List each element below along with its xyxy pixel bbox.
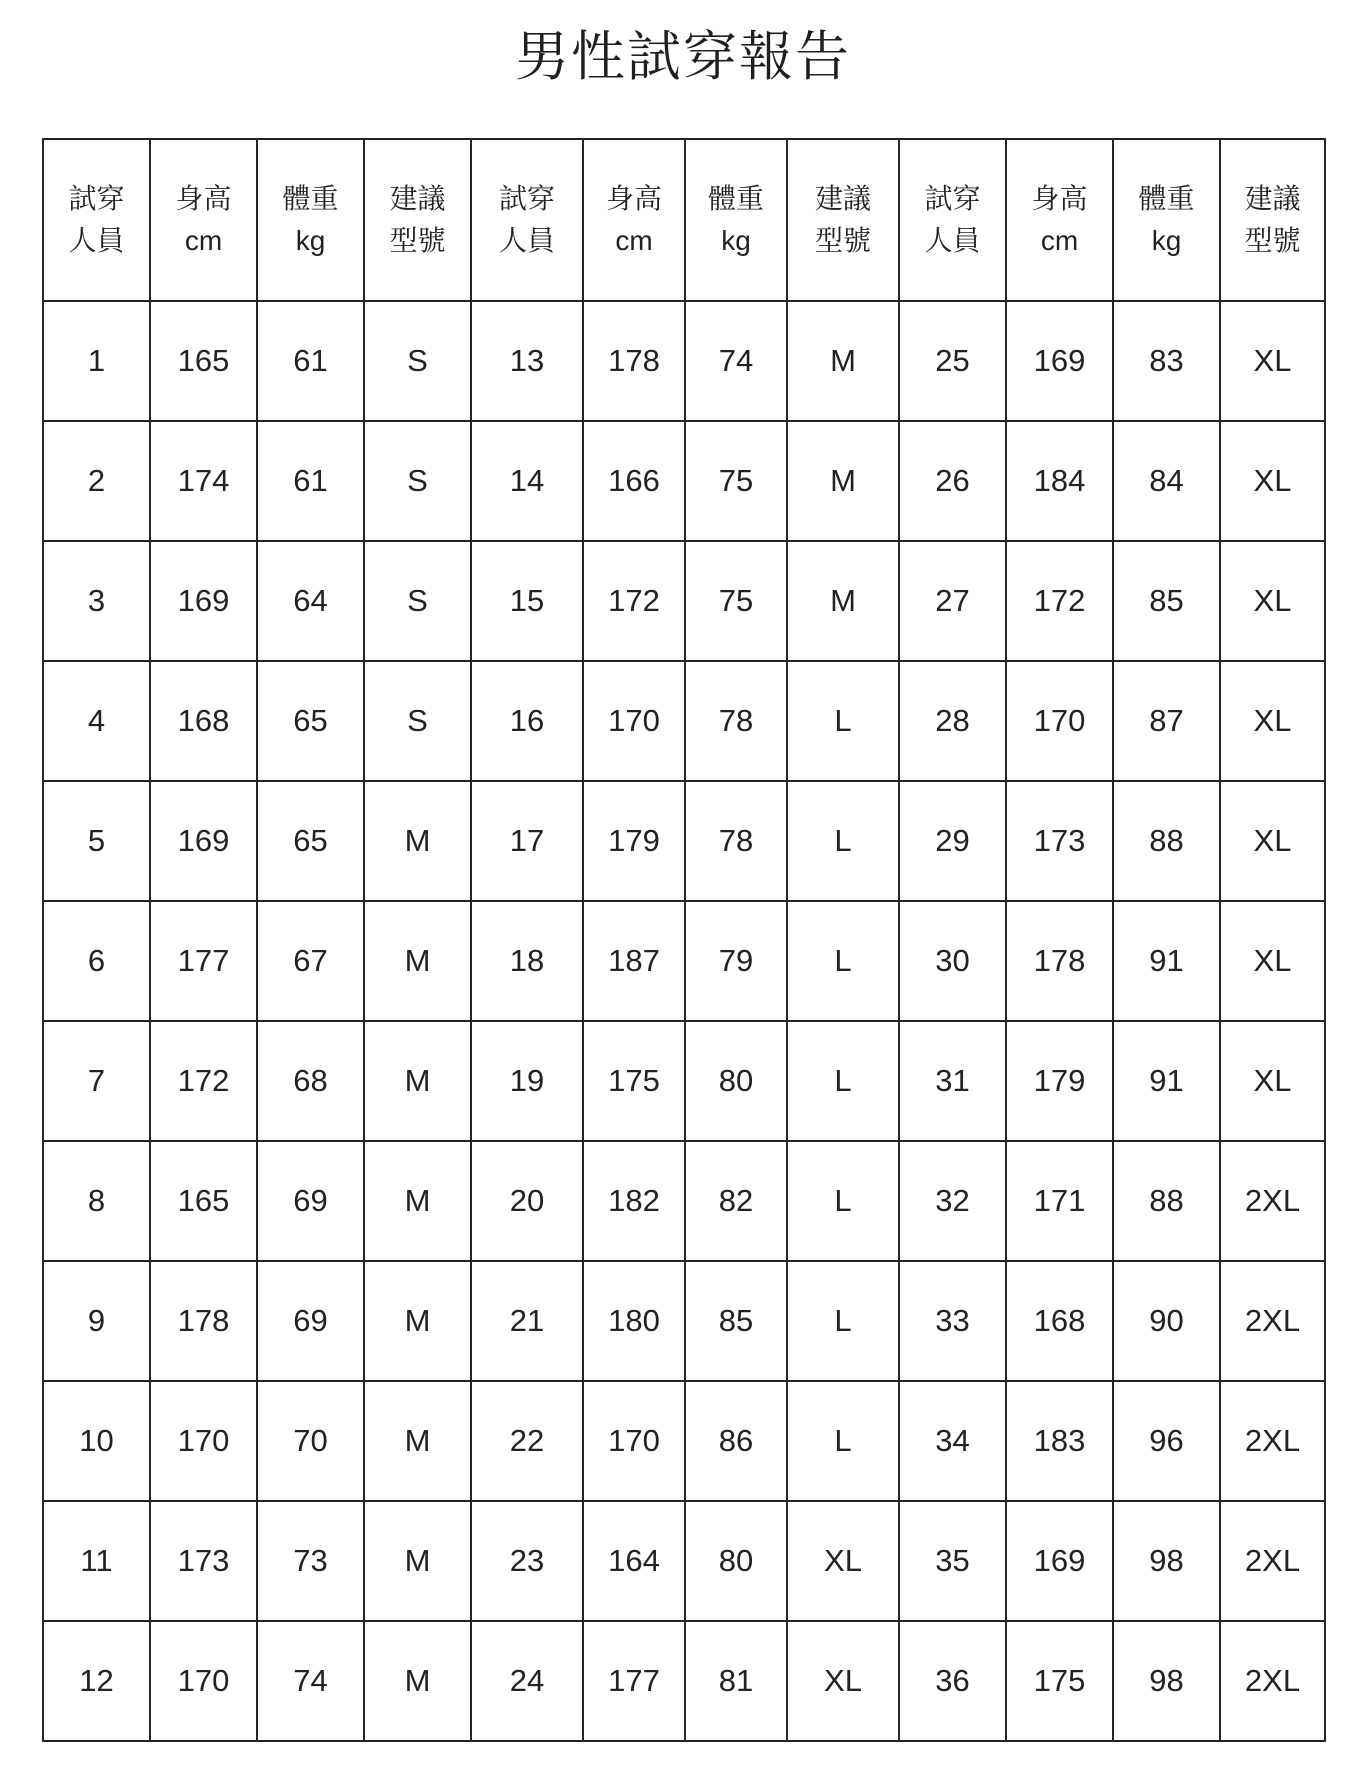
cell-height-1: 174 [150, 421, 257, 541]
cell-height-2: 177 [583, 1621, 685, 1741]
cell-height-2: 179 [583, 781, 685, 901]
cell-size-2: L [787, 1141, 899, 1261]
cell-tester-1: 11 [43, 1501, 150, 1621]
cell-height-2: 166 [583, 421, 685, 541]
header-cell-tester-1: 試穿 人員 [43, 139, 150, 301]
cell-weight-3: 85 [1113, 541, 1220, 661]
cell-height-3: 179 [1006, 1021, 1113, 1141]
cell-height-1: 172 [150, 1021, 257, 1141]
cell-tester-2: 24 [471, 1621, 583, 1741]
table-row [43, 1141, 1325, 1261]
cell-size-2: L [787, 661, 899, 781]
cell-height-3: 183 [1006, 1381, 1113, 1501]
cell-height-3: 173 [1006, 781, 1113, 901]
cell-size-2: XL [787, 1501, 899, 1621]
cell-weight-1: 73 [257, 1501, 364, 1621]
cell-tester-3: 26 [899, 421, 1006, 541]
cell-weight-1: 70 [257, 1381, 364, 1501]
cell-size-2: M [787, 421, 899, 541]
cell-weight-3: 91 [1113, 1021, 1220, 1141]
cell-size-3: 2XL [1220, 1261, 1325, 1381]
cell-tester-1: 3 [43, 541, 150, 661]
cell-weight-3: 98 [1113, 1501, 1220, 1621]
table-row [43, 1621, 1325, 1741]
cell-weight-3: 87 [1113, 661, 1220, 781]
header-cell-size-2: 建議 型號 [787, 139, 899, 301]
cell-weight-1: 61 [257, 421, 364, 541]
table-row [43, 1501, 1325, 1621]
cell-weight-2: 82 [685, 1141, 787, 1261]
cell-size-3: XL [1220, 421, 1325, 541]
cell-height-3: 170 [1006, 661, 1113, 781]
cell-height-2: 182 [583, 1141, 685, 1261]
cell-weight-3: 84 [1113, 421, 1220, 541]
cell-tester-2: 20 [471, 1141, 583, 1261]
cell-weight-2: 80 [685, 1021, 787, 1141]
cell-weight-3: 98 [1113, 1621, 1220, 1741]
cell-tester-2: 16 [471, 661, 583, 781]
cell-tester-3: 29 [899, 781, 1006, 901]
cell-weight-3: 88 [1113, 781, 1220, 901]
cell-tester-2: 19 [471, 1021, 583, 1141]
cell-weight-2: 75 [685, 421, 787, 541]
cell-weight-2: 75 [685, 541, 787, 661]
cell-tester-1: 7 [43, 1021, 150, 1141]
cell-weight-3: 91 [1113, 901, 1220, 1021]
cell-tester-3: 32 [899, 1141, 1006, 1261]
cell-size-2: L [787, 1381, 899, 1501]
cell-tester-3: 30 [899, 901, 1006, 1021]
cell-height-1: 177 [150, 901, 257, 1021]
cell-height-3: 184 [1006, 421, 1113, 541]
cell-weight-1: 65 [257, 661, 364, 781]
cell-tester-3: 28 [899, 661, 1006, 781]
cell-size-1: M [364, 901, 471, 1021]
cell-weight-2: 74 [685, 301, 787, 421]
cell-height-3: 169 [1006, 301, 1113, 421]
cell-size-3: XL [1220, 781, 1325, 901]
table-row [43, 1381, 1325, 1501]
cell-size-3: XL [1220, 301, 1325, 421]
cell-height-1: 165 [150, 301, 257, 421]
cell-size-2: L [787, 781, 899, 901]
cell-size-3: XL [1220, 1021, 1325, 1141]
cell-weight-1: 67 [257, 901, 364, 1021]
cell-height-2: 170 [583, 1381, 685, 1501]
cell-weight-3: 83 [1113, 301, 1220, 421]
cell-size-3: XL [1220, 661, 1325, 781]
cell-weight-2: 78 [685, 781, 787, 901]
cell-tester-1: 5 [43, 781, 150, 901]
cell-size-3: 2XL [1220, 1141, 1325, 1261]
cell-size-1: S [364, 421, 471, 541]
cell-tester-3: 34 [899, 1381, 1006, 1501]
cell-tester-2: 23 [471, 1501, 583, 1621]
cell-tester-3: 27 [899, 541, 1006, 661]
table-row [43, 661, 1325, 781]
cell-tester-1: 8 [43, 1141, 150, 1261]
cell-height-1: 169 [150, 541, 257, 661]
cell-height-2: 172 [583, 541, 685, 661]
cell-size-1: M [364, 1621, 471, 1741]
table-row [43, 421, 1325, 541]
cell-weight-1: 68 [257, 1021, 364, 1141]
table-row [43, 301, 1325, 421]
cell-tester-1: 12 [43, 1621, 150, 1741]
header-cell-tester-2: 試穿 人員 [471, 139, 583, 301]
cell-weight-1: 69 [257, 1261, 364, 1381]
cell-height-2: 175 [583, 1021, 685, 1141]
cell-weight-3: 88 [1113, 1141, 1220, 1261]
header-cell-tester-3: 試穿 人員 [899, 139, 1006, 301]
cell-weight-3: 90 [1113, 1261, 1220, 1381]
cell-tester-3: 25 [899, 301, 1006, 421]
cell-weight-1: 64 [257, 541, 364, 661]
cell-height-2: 187 [583, 901, 685, 1021]
cell-height-3: 168 [1006, 1261, 1113, 1381]
cell-weight-1: 74 [257, 1621, 364, 1741]
cell-weight-1: 65 [257, 781, 364, 901]
cell-weight-2: 78 [685, 661, 787, 781]
header-cell-size-1: 建議 型號 [364, 139, 471, 301]
cell-size-1: S [364, 541, 471, 661]
cell-tester-2: 13 [471, 301, 583, 421]
header-cell-weight-3: 體重 kg [1113, 139, 1220, 301]
cell-weight-1: 61 [257, 301, 364, 421]
cell-size-2: L [787, 901, 899, 1021]
cell-tester-3: 35 [899, 1501, 1006, 1621]
cell-tester-1: 4 [43, 661, 150, 781]
cell-height-3: 172 [1006, 541, 1113, 661]
cell-size-1: M [364, 1261, 471, 1381]
cell-weight-2: 81 [685, 1621, 787, 1741]
cell-height-3: 169 [1006, 1501, 1113, 1621]
cell-size-3: 2XL [1220, 1621, 1325, 1741]
table-row [43, 781, 1325, 901]
cell-weight-2: 86 [685, 1381, 787, 1501]
cell-height-1: 173 [150, 1501, 257, 1621]
cell-height-1: 169 [150, 781, 257, 901]
cell-height-2: 164 [583, 1501, 685, 1621]
cell-tester-1: 6 [43, 901, 150, 1021]
cell-height-1: 165 [150, 1141, 257, 1261]
cell-weight-2: 79 [685, 901, 787, 1021]
cell-size-1: M [364, 1381, 471, 1501]
cell-tester-1: 1 [43, 301, 150, 421]
cell-height-1: 170 [150, 1621, 257, 1741]
cell-size-1: M [364, 1501, 471, 1621]
cell-size-2: L [787, 1021, 899, 1141]
cell-tester-1: 2 [43, 421, 150, 541]
cell-tester-3: 36 [899, 1621, 1006, 1741]
fitting-report-table [42, 138, 1326, 1742]
cell-tester-3: 31 [899, 1021, 1006, 1141]
header-cell-size-3: 建議 型號 [1220, 139, 1325, 301]
cell-tester-3: 33 [899, 1261, 1006, 1381]
cell-height-3: 175 [1006, 1621, 1113, 1741]
cell-size-2: XL [787, 1621, 899, 1741]
cell-tester-1: 10 [43, 1381, 150, 1501]
cell-tester-2: 14 [471, 421, 583, 541]
table-row [43, 541, 1325, 661]
cell-height-1: 170 [150, 1381, 257, 1501]
cell-tester-2: 15 [471, 541, 583, 661]
cell-tester-2: 17 [471, 781, 583, 901]
cell-size-3: 2XL [1220, 1381, 1325, 1501]
cell-height-2: 170 [583, 661, 685, 781]
header-cell-height-1: 身高 cm [150, 139, 257, 301]
cell-tester-1: 9 [43, 1261, 150, 1381]
header-cell-height-3: 身高 cm [1006, 139, 1113, 301]
cell-size-2: M [787, 541, 899, 661]
cell-size-3: XL [1220, 901, 1325, 1021]
cell-weight-2: 85 [685, 1261, 787, 1381]
cell-weight-3: 96 [1113, 1381, 1220, 1501]
cell-size-3: 2XL [1220, 1501, 1325, 1621]
cell-height-2: 180 [583, 1261, 685, 1381]
cell-height-1: 178 [150, 1261, 257, 1381]
table-body [43, 301, 1325, 1741]
cell-tester-2: 22 [471, 1381, 583, 1501]
cell-height-1: 168 [150, 661, 257, 781]
cell-tester-2: 21 [471, 1261, 583, 1381]
cell-size-1: M [364, 1141, 471, 1261]
cell-size-1: M [364, 781, 471, 901]
cell-tester-2: 18 [471, 901, 583, 1021]
cell-size-1: S [364, 661, 471, 781]
cell-weight-2: 80 [685, 1501, 787, 1621]
table-row [43, 1261, 1325, 1381]
cell-height-2: 178 [583, 301, 685, 421]
cell-size-1: M [364, 1021, 471, 1141]
table-row [43, 1021, 1325, 1141]
cell-height-3: 171 [1006, 1141, 1113, 1261]
cell-height-3: 178 [1006, 901, 1113, 1021]
cell-size-3: XL [1220, 541, 1325, 661]
page-title: 男性試穿報告 [515, 25, 851, 88]
cell-size-2: L [787, 1261, 899, 1381]
cell-weight-1: 69 [257, 1141, 364, 1261]
header-row [43, 139, 1325, 301]
table-row [43, 901, 1325, 1021]
cell-size-2: M [787, 301, 899, 421]
cell-size-1: S [364, 301, 471, 421]
header-cell-weight-1: 體重 kg [257, 139, 364, 301]
header-cell-height-2: 身高 cm [583, 139, 685, 301]
header-cell-weight-2: 體重 kg [685, 139, 787, 301]
